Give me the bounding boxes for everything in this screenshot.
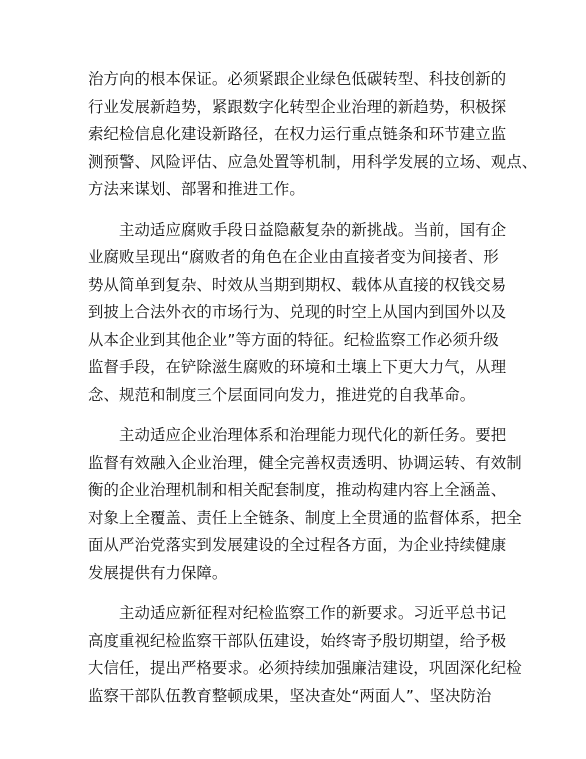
text-line: 监察干部队伍教育整顿成果，坚决查处“两面人”、坚决防治	[88, 686, 492, 705]
text-line: 方法来谋划、部署和推进工作。	[88, 180, 305, 198]
text-line: 面从严治党落实到发展建设的全过程各方面，为企业持续健康	[88, 536, 507, 554]
text-line: 主动适应企业治理体系和治理能力现代化的新任务。要把	[119, 426, 507, 444]
text-line: 衡的企业治理机制和相关配套制度，推动构建内容上全涵盖、	[88, 481, 507, 499]
text-line: 监督手段，在铲除滋生腐败的环境和土壤上下更大力气，从理	[88, 358, 507, 376]
paragraph-continuation	[88, 66, 538, 204]
text-line: 到披上合法外衣的市场行为、兑现的时空上从国内到国外以及	[88, 303, 507, 321]
text-line: 索纪检信息化建设新路径，在权力运行重点链条和环节建立监	[88, 125, 507, 143]
text-line: 大信任，提出严格要求。必须持续加强廉洁建设，巩固深化纪检	[88, 659, 522, 677]
text-line: 行业发展新趋势，紧跟数字化转型企业治理的新趋势，积极探	[88, 97, 507, 116]
text-line: 发展提供有力保障。	[88, 563, 228, 582]
text-line: 治方向的根本保证。必须紧跟企业绿色低碳转型、科技创新的	[88, 70, 507, 88]
paragraph-governance-task	[88, 422, 522, 587]
paragraph-corruption-challenge	[88, 217, 507, 410]
text-line: 测预警、风险评估、应急处置等机制，用科学发展的立场、观点、	[88, 152, 538, 171]
text-line: 主动适应新征程对纪检监察工作的新要求。习近平总书记	[119, 604, 507, 622]
text-line: 监督有效融入企业治理，健全完善权责透明、协调运转、有效制	[88, 453, 522, 472]
text-line: 主动适应腐败手段日益隐蔽复杂的新挑战。当前，国有企	[119, 220, 507, 239]
document-body	[88, 66, 538, 723]
text-line: 从本企业到其他企业”等方面的特征。纪检监察工作必须升级	[88, 330, 499, 349]
text-line: 对象上全覆盖、责任上全链条、制度上全贯通的监督体系，把全	[88, 508, 522, 527]
text-line: 念、规范和制度三个层面同向发力，推进党的自我革命。	[88, 385, 476, 404]
paragraph-new-requirements	[88, 600, 522, 710]
text-line: 高度重视纪检监察干部队伍建设，始终寄予殷切期望，给予极	[88, 631, 507, 650]
text-line: 业腐败呈现出“腐败者的角色在企业由直接者变为间接者、形	[88, 248, 499, 266]
text-line: 势从简单到复杂、时效从当期到期权、载体从直接的权钱交易	[88, 275, 507, 294]
